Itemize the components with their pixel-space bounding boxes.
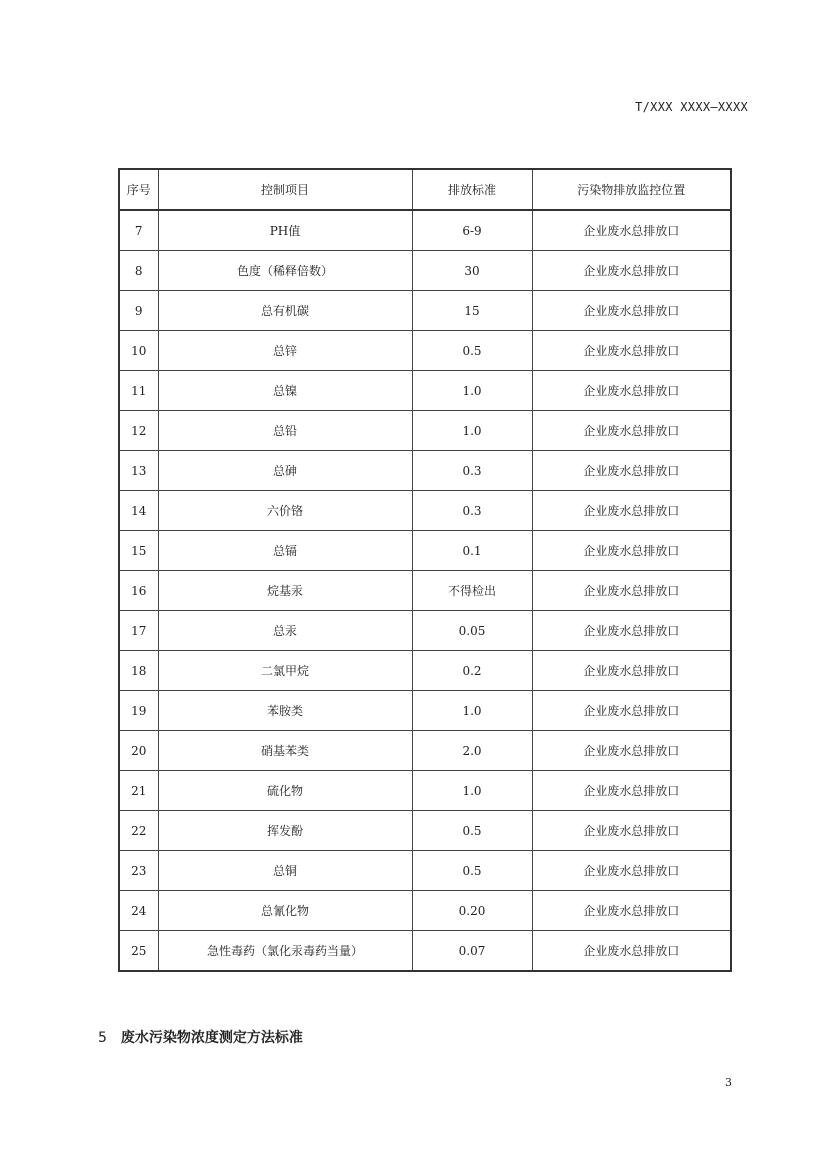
table-row [119, 331, 731, 371]
cell-discharge-limit: 0.2 [412, 651, 532, 691]
table-row [119, 931, 731, 972]
table-row [119, 291, 731, 331]
cell-control-item: 总锌 [158, 331, 412, 371]
cell-serial-number: 14 [119, 491, 158, 531]
cell-discharge-limit: 不得检出 [412, 571, 532, 611]
cell-monitoring-location: 企业废水总排放口 [532, 451, 731, 491]
cell-monitoring-location: 企业废水总排放口 [532, 771, 731, 811]
cell-serial-number: 15 [119, 531, 158, 571]
table-row [119, 611, 731, 651]
cell-discharge-limit: 0.3 [412, 451, 532, 491]
section-title: 废水污染物浓度测定方法标准 [120, 1030, 303, 1046]
cell-serial-number: 17 [119, 611, 158, 651]
cell-serial-number: 21 [119, 771, 158, 811]
cell-control-item: 总汞 [158, 611, 412, 651]
cell-serial-number: 23 [119, 851, 158, 891]
header-control-item: 控制项目 [158, 169, 412, 210]
cell-monitoring-location: 企业废水总排放口 [532, 371, 731, 411]
header-discharge-limit: 排放标准 [412, 169, 532, 210]
table-row [119, 771, 731, 811]
document-code: T/XXX XXXX—XXXX [635, 100, 748, 114]
cell-discharge-limit: 1.0 [412, 691, 532, 731]
cell-monitoring-location: 企业废水总排放口 [532, 651, 731, 691]
cell-control-item: 总铅 [158, 411, 412, 451]
cell-control-item: 总氰化物 [158, 891, 412, 931]
cell-serial-number: 24 [119, 891, 158, 931]
cell-discharge-limit: 0.5 [412, 331, 532, 371]
table-row [119, 251, 731, 291]
cell-serial-number: 19 [119, 691, 158, 731]
cell-monitoring-location: 企业废水总排放口 [532, 531, 731, 571]
section-heading [98, 1027, 303, 1047]
discharge-standard-table [118, 168, 732, 972]
table-row [119, 371, 731, 411]
cell-discharge-limit: 30 [412, 251, 532, 291]
table-row [119, 210, 731, 251]
cell-monitoring-location: 企业废水总排放口 [532, 731, 731, 771]
cell-discharge-limit: 1.0 [412, 411, 532, 451]
cell-monitoring-location: 企业废水总排放口 [532, 210, 731, 251]
cell-discharge-limit: 1.0 [412, 371, 532, 411]
cell-control-item: 总镉 [158, 531, 412, 571]
cell-monitoring-location: 企业废水总排放口 [532, 891, 731, 931]
cell-control-item: 硫化物 [158, 771, 412, 811]
cell-serial-number: 20 [119, 731, 158, 771]
table-row [119, 491, 731, 531]
cell-monitoring-location: 企业废水总排放口 [532, 611, 731, 651]
cell-serial-number: 12 [119, 411, 158, 451]
cell-monitoring-location: 企业废水总排放口 [532, 291, 731, 331]
cell-monitoring-location: 企业废水总排放口 [532, 811, 731, 851]
cell-control-item: 六价铬 [158, 491, 412, 531]
cell-discharge-limit: 15 [412, 291, 532, 331]
table-header-row [119, 169, 731, 210]
table-row [119, 691, 731, 731]
cell-serial-number: 7 [119, 210, 158, 251]
header-serial-number: 序号 [119, 169, 158, 210]
cell-serial-number: 13 [119, 451, 158, 491]
table-row [119, 811, 731, 851]
cell-discharge-limit: 0.1 [412, 531, 532, 571]
cell-control-item: 二氯甲烷 [158, 651, 412, 691]
cell-control-item: 总有机碳 [158, 291, 412, 331]
cell-control-item: PH值 [158, 210, 412, 251]
section-number: 5 [98, 1030, 107, 1046]
cell-monitoring-location: 企业废水总排放口 [532, 571, 731, 611]
cell-serial-number: 18 [119, 651, 158, 691]
table-row [119, 531, 731, 571]
table-row [119, 851, 731, 891]
cell-serial-number: 11 [119, 371, 158, 411]
table-row [119, 891, 731, 931]
cell-discharge-limit: 6-9 [412, 210, 532, 251]
cell-serial-number: 8 [119, 251, 158, 291]
cell-discharge-limit: 0.3 [412, 491, 532, 531]
cell-control-item: 烷基汞 [158, 571, 412, 611]
cell-control-item: 总砷 [158, 451, 412, 491]
table-row [119, 651, 731, 691]
cell-discharge-limit: 1.0 [412, 771, 532, 811]
table-row [119, 411, 731, 451]
cell-discharge-limit: 0.07 [412, 931, 532, 972]
table-row [119, 571, 731, 611]
page-number: 3 [725, 1076, 732, 1089]
cell-serial-number: 9 [119, 291, 158, 331]
cell-monitoring-location: 企业废水总排放口 [532, 411, 731, 451]
cell-serial-number: 25 [119, 931, 158, 972]
cell-discharge-limit: 0.05 [412, 611, 532, 651]
cell-control-item: 硝基苯类 [158, 731, 412, 771]
cell-discharge-limit: 0.5 [412, 851, 532, 891]
cell-control-item: 挥发酚 [158, 811, 412, 851]
cell-monitoring-location: 企业废水总排放口 [532, 851, 731, 891]
cell-monitoring-location: 企业废水总排放口 [532, 251, 731, 291]
cell-monitoring-location: 企业废水总排放口 [532, 331, 731, 371]
cell-monitoring-location: 企业废水总排放口 [532, 931, 731, 972]
cell-monitoring-location: 企业废水总排放口 [532, 491, 731, 531]
header-monitoring-location: 污染物排放监控位置 [532, 169, 731, 210]
cell-discharge-limit: 0.20 [412, 891, 532, 931]
cell-serial-number: 22 [119, 811, 158, 851]
cell-serial-number: 10 [119, 331, 158, 371]
table-row [119, 731, 731, 771]
cell-monitoring-location: 企业废水总排放口 [532, 691, 731, 731]
cell-serial-number: 16 [119, 571, 158, 611]
cell-discharge-limit: 0.5 [412, 811, 532, 851]
cell-control-item: 苯胺类 [158, 691, 412, 731]
cell-control-item: 总铜 [158, 851, 412, 891]
cell-control-item: 总镍 [158, 371, 412, 411]
cell-control-item: 急性毒药（氯化汞毒药当量） [158, 931, 412, 972]
cell-control-item: 色度（稀释倍数） [158, 251, 412, 291]
cell-discharge-limit: 2.0 [412, 731, 532, 771]
table-row [119, 451, 731, 491]
